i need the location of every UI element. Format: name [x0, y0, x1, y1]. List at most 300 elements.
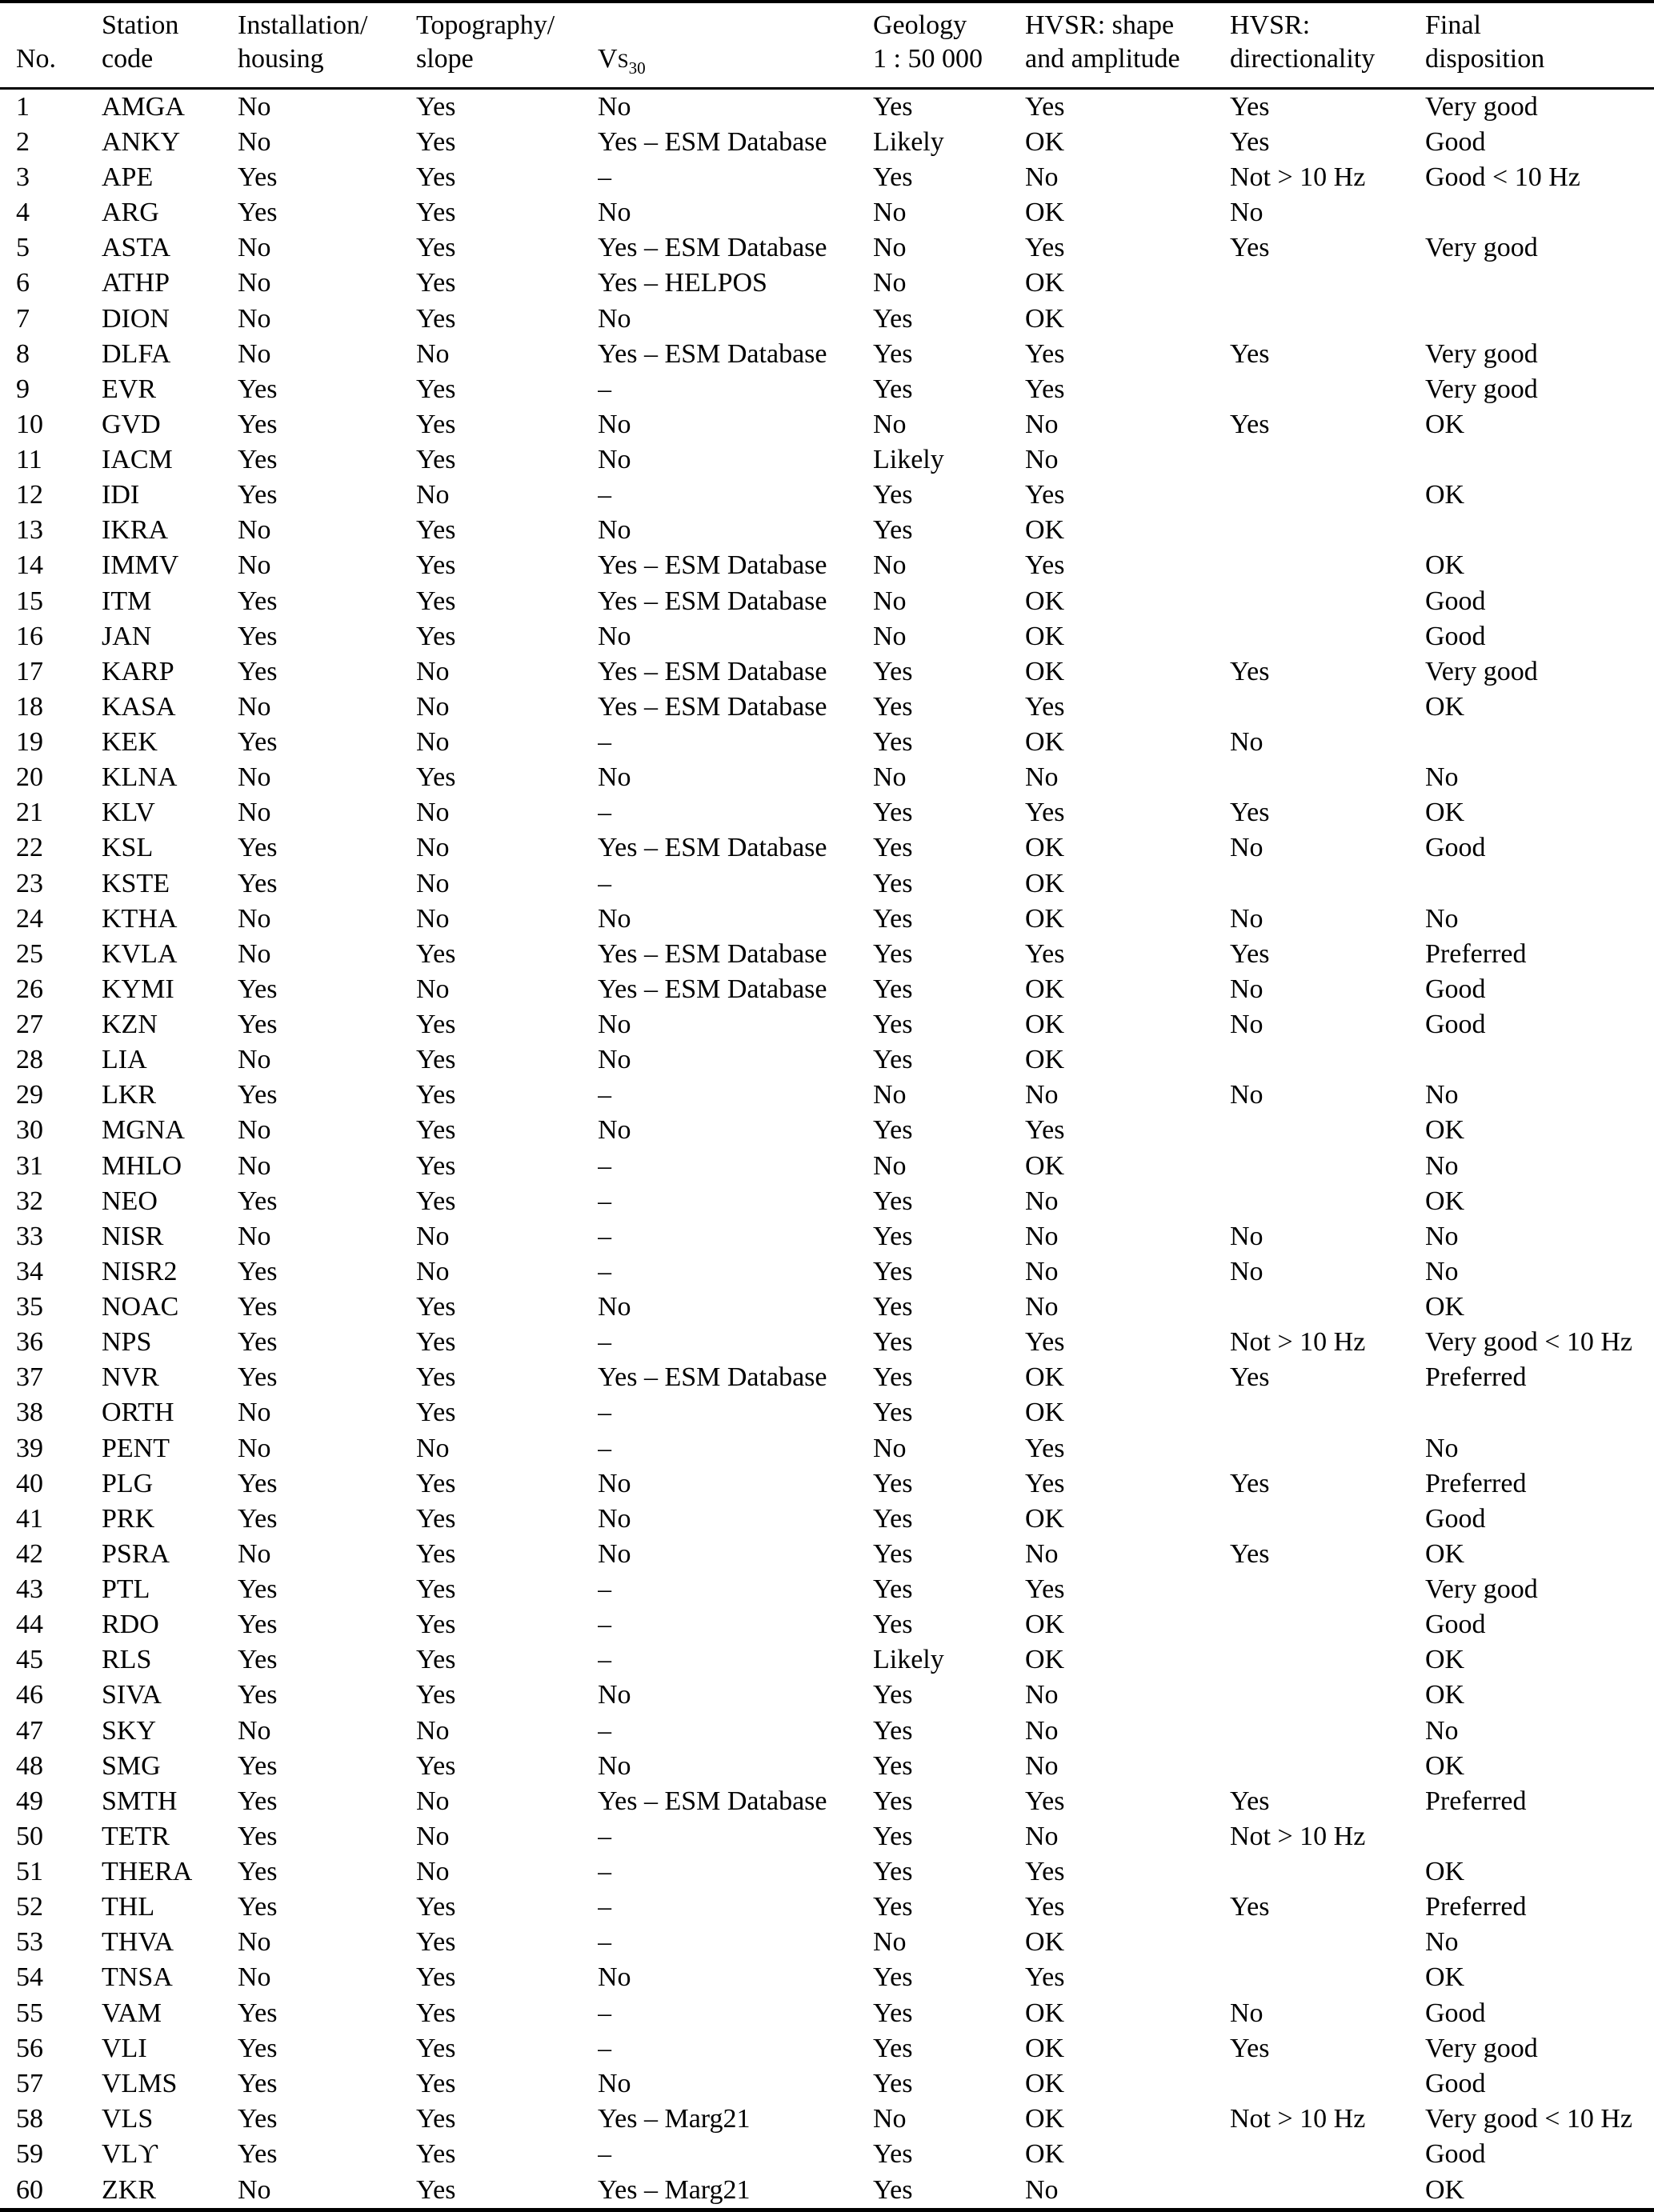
cell-hvsr-directionality: [1230, 690, 1425, 725]
cell-station-code: PRK: [102, 1503, 155, 1534]
cell-hvsr-directionality: Yes: [1230, 1786, 1270, 1816]
cell-hvsr-directionality: Yes: [1230, 2033, 1270, 2063]
cell-final-disposition: Good: [1425, 2068, 1486, 2098]
cell-installation-housing: Yes: [238, 1256, 278, 1286]
cell-geology: Yes: [873, 1680, 913, 1710]
cell-no: 4: [16, 198, 30, 228]
cell-hvsr-directionality: Not > 10 Hz: [1230, 1327, 1366, 1358]
cell-no: 42: [16, 1538, 43, 1569]
cell-final-disposition: No: [1425, 1150, 1459, 1181]
cell-hvsr-directionality: [1230, 1854, 1425, 1890]
table-row: [0, 1925, 1654, 1960]
cell-installation-housing: No: [238, 1715, 271, 1746]
cell-hvsr-shape-amplitude: Yes: [1025, 1574, 1065, 1605]
cell-topography-slope: No: [416, 1433, 450, 1463]
cell-hvsr-shape-amplitude: OK: [1025, 727, 1065, 758]
cell-geology: No: [873, 586, 907, 616]
cell-hvsr-directionality: [1230, 1749, 1425, 1784]
cell-hvsr-directionality: [1230, 1502, 1425, 1537]
cell-hvsr-shape-amplitude: Yes: [1025, 91, 1065, 122]
cell-geology: Yes: [873, 1892, 913, 1922]
cell-installation-housing: Yes: [238, 1857, 278, 1887]
cell-vs30: Yes – Marg21: [598, 2103, 751, 2134]
cell-final-disposition: OK: [1425, 550, 1465, 581]
cell-geology: Yes: [873, 691, 913, 722]
cell-installation-housing: No: [238, 1150, 271, 1181]
cell-no: 26: [16, 974, 43, 1004]
cell-station-code: GVD: [102, 409, 161, 439]
table-row: [0, 1078, 1654, 1113]
cell-geology: No: [873, 198, 907, 228]
header-line2: disposition: [1425, 43, 1545, 74]
cell-geology: Yes: [873, 2033, 913, 2063]
cell-topography-slope: Yes: [416, 1892, 456, 1922]
cell-hvsr-shape-amplitude: OK: [1025, 2033, 1065, 2063]
cell-installation-housing: Yes: [238, 445, 278, 475]
table-row: [0, 372, 1654, 407]
cell-hvsr-directionality: [1230, 1430, 1425, 1466]
cell-hvsr-directionality: Yes: [1230, 656, 1270, 686]
cell-hvsr-directionality: [1230, 583, 1425, 618]
cell-geology: Yes: [873, 1821, 913, 1851]
table-row: [0, 902, 1654, 937]
header-line1: [598, 9, 873, 42]
cell-hvsr-shape-amplitude: No: [1025, 1256, 1059, 1286]
cell-final-disposition: No: [1425, 762, 1459, 793]
cell-hvsr-directionality: [1230, 1042, 1425, 1078]
cell-hvsr-shape-amplitude: OK: [1025, 1362, 1065, 1393]
cell-station-code: VLI: [102, 2033, 147, 2063]
cell-topography-slope: Yes: [416, 1398, 456, 1428]
cell-vs30: –: [598, 1433, 611, 1463]
cell-final-disposition: Good: [1425, 1998, 1486, 2028]
cell-no: 15: [16, 586, 43, 616]
cell-no: 46: [16, 1680, 43, 1710]
cell-no: 56: [16, 2033, 43, 2063]
cell-hvsr-shape-amplitude: No: [1025, 1221, 1059, 1251]
cell-hvsr-directionality: Yes: [1230, 938, 1270, 969]
cell-hvsr-shape-amplitude: Yes: [1025, 338, 1065, 369]
cell-installation-housing: No: [238, 268, 271, 298]
cell-station-code: VAM: [102, 1998, 162, 2028]
column-header-hvsr-directionality: [1230, 2, 1425, 88]
cell-geology: Yes: [873, 1398, 913, 1428]
cell-installation-housing: Yes: [238, 1292, 278, 1322]
cell-geology: Yes: [873, 1292, 913, 1322]
cell-hvsr-shape-amplitude: Yes: [1025, 1468, 1065, 1498]
column-header-final-disposition: [1425, 2, 1654, 88]
cell-no: 27: [16, 1010, 43, 1040]
cell-no: 6: [16, 268, 30, 298]
cell-station-code: DION: [102, 303, 170, 334]
cell-hvsr-directionality: [1230, 1184, 1425, 1219]
header-line1: HVSR: shape: [1025, 10, 1175, 40]
cell-vs30: No: [598, 1503, 631, 1534]
cell-no: 60: [16, 2174, 43, 2205]
table-row: [0, 266, 1654, 301]
table-row: [0, 1819, 1654, 1854]
cell-no: 32: [16, 1186, 43, 1216]
cell-station-code: NPS: [102, 1327, 152, 1358]
cell-hvsr-shape-amplitude: No: [1025, 1680, 1059, 1710]
cell-hvsr-directionality: [1230, 1713, 1425, 1748]
cell-hvsr-directionality: [1230, 866, 1425, 901]
cell-geology: Yes: [873, 1115, 913, 1146]
cell-hvsr-directionality: Not > 10 Hz: [1230, 2103, 1366, 2134]
cell-hvsr-directionality: [1230, 1925, 1425, 1960]
cell-installation-housing: No: [238, 233, 271, 263]
cell-geology: Yes: [873, 1327, 913, 1358]
cell-final-disposition: Good: [1425, 1010, 1486, 1040]
cell-geology: Yes: [873, 833, 913, 863]
cell-topography-slope: No: [416, 833, 450, 863]
cell-no: 5: [16, 233, 30, 263]
cell-topography-slope: No: [416, 1857, 450, 1887]
cell-geology: Yes: [873, 1362, 913, 1393]
cell-vs30: –: [598, 374, 611, 404]
cell-station-code: NOAC: [102, 1292, 179, 1322]
cell-installation-housing: No: [238, 903, 271, 934]
header-row: [0, 2, 1654, 88]
cell-no: 52: [16, 1892, 43, 1922]
cell-geology: Yes: [873, 1468, 913, 1498]
table-row: [0, 583, 1654, 618]
cell-vs30: No: [598, 1292, 631, 1322]
cell-final-disposition: OK: [1425, 1115, 1465, 1146]
cell-final-disposition: [1425, 301, 1654, 336]
cell-installation-housing: Yes: [238, 1645, 278, 1675]
cell-hvsr-shape-amplitude: OK: [1025, 198, 1065, 228]
cell-geology: Yes: [873, 1786, 913, 1816]
cell-final-disposition: No: [1425, 1221, 1459, 1251]
table-row: [0, 1148, 1654, 1183]
cell-hvsr-directionality: Yes: [1230, 91, 1270, 122]
cell-station-code: NISR: [102, 1221, 164, 1251]
table-row: [0, 619, 1654, 654]
cell-station-code: AMGA: [102, 91, 185, 122]
cell-topography-slope: Yes: [416, 162, 456, 193]
cell-station-code: KSL: [102, 833, 154, 863]
cell-station-code: IACM: [102, 445, 173, 475]
cell-geology: No: [873, 1927, 907, 1958]
cell-no: 47: [16, 1715, 43, 1746]
cell-final-disposition: Good: [1425, 586, 1486, 616]
cell-installation-housing: No: [238, 1115, 271, 1146]
cell-station-code: RDO: [102, 1610, 159, 1640]
cell-installation-housing: Yes: [238, 1680, 278, 1710]
cell-vs30: –: [598, 2139, 611, 2170]
table-row: [0, 230, 1654, 266]
cell-vs30: Yes – ESM Database: [598, 586, 827, 616]
cell-hvsr-directionality: Not > 10 Hz: [1230, 1821, 1366, 1851]
table-row: [0, 654, 1654, 690]
cell-final-disposition: Preferred: [1425, 1786, 1527, 1816]
cell-hvsr-shape-amplitude: OK: [1025, 868, 1065, 898]
cell-vs30: –: [598, 1150, 611, 1181]
cell-installation-housing: No: [238, 1927, 271, 1958]
cell-station-code: KVLA: [102, 938, 178, 969]
cell-final-disposition: OK: [1425, 1750, 1465, 1781]
cell-vs30: No: [598, 91, 631, 122]
cell-station-code: KSTE: [102, 868, 170, 898]
cell-topography-slope: Yes: [416, 1998, 456, 2028]
cell-geology: Yes: [873, 1045, 913, 1075]
cell-final-disposition: Good: [1425, 2139, 1486, 2170]
cell-topography-slope: Yes: [416, 91, 456, 122]
cell-vs30: Yes – ESM Database: [598, 656, 827, 686]
cell-topography-slope: No: [416, 1221, 450, 1251]
cell-installation-housing: Yes: [238, 1010, 278, 1040]
table-row: [0, 1325, 1654, 1360]
cell-hvsr-directionality: [1230, 548, 1425, 583]
cell-vs30: –: [598, 1610, 611, 1640]
header-line2: housing: [238, 43, 324, 74]
table-row: [0, 830, 1654, 866]
cell-no: 31: [16, 1150, 43, 1181]
table-row: [0, 795, 1654, 830]
header-line1: Final: [1425, 10, 1481, 40]
cell-no: 45: [16, 1645, 43, 1675]
cell-hvsr-shape-amplitude: No: [1025, 1292, 1059, 1322]
cell-no: 36: [16, 1327, 43, 1358]
cell-station-code: DLFA: [102, 338, 171, 369]
cell-hvsr-shape-amplitude: No: [1025, 1538, 1059, 1569]
column-header-station-code: [102, 2, 238, 88]
cell-vs30: –: [598, 2033, 611, 2063]
cell-vs30: –: [598, 1857, 611, 1887]
cell-no: 14: [16, 550, 43, 581]
cell-geology: Yes: [873, 91, 913, 122]
cell-hvsr-shape-amplitude: OK: [1025, 833, 1065, 863]
vs30-s: S: [617, 50, 629, 72]
cell-geology: No: [873, 409, 907, 439]
cell-no: 40: [16, 1468, 43, 1498]
cell-vs30: No: [598, 762, 631, 793]
cell-vs30: –: [598, 1221, 611, 1251]
cell-station-code: KTHA: [102, 903, 178, 934]
cell-final-disposition: Preferred: [1425, 1468, 1527, 1498]
cell-hvsr-directionality: Yes: [1230, 1468, 1270, 1498]
cell-no: 1: [16, 91, 30, 122]
cell-topography-slope: Yes: [416, 1645, 456, 1675]
cell-final-disposition: No: [1425, 1256, 1459, 1286]
cell-final-disposition: Good: [1425, 621, 1486, 651]
cell-installation-housing: No: [238, 303, 271, 334]
table-row: [0, 1219, 1654, 1254]
cell-no: 13: [16, 515, 43, 546]
cell-geology: No: [873, 2103, 907, 2134]
header-line1: HVSR:: [1230, 10, 1311, 40]
cell-geology: Yes: [873, 1186, 913, 1216]
cell-installation-housing: Yes: [238, 2103, 278, 2134]
cell-installation-housing: No: [238, 1398, 271, 1428]
cell-geology: Yes: [873, 2139, 913, 2170]
cell-topography-slope: Yes: [416, 2139, 456, 2170]
cell-installation-housing: No: [238, 2174, 271, 2205]
cell-final-disposition: [1425, 1395, 1654, 1430]
table-row: [0, 972, 1654, 1007]
cell-topography-slope: Yes: [416, 762, 456, 793]
cell-final-disposition: OK: [1425, 1292, 1465, 1322]
header-line2: No.: [16, 43, 57, 74]
cell-geology: Yes: [873, 1998, 913, 2028]
cell-station-code: SMTH: [102, 1786, 178, 1816]
cell-final-disposition: Good: [1425, 1610, 1486, 1640]
header-line1: Topography/: [416, 10, 555, 40]
table-row: [0, 1360, 1654, 1395]
cell-station-code: SKY: [102, 1715, 157, 1746]
cell-no: 28: [16, 1045, 43, 1075]
cell-final-disposition: Very good: [1425, 338, 1538, 369]
cell-hvsr-directionality: [1230, 1642, 1425, 1678]
cell-hvsr-shape-amplitude: Yes: [1025, 1327, 1065, 1358]
cell-hvsr-shape-amplitude: OK: [1025, 2139, 1065, 2170]
cell-vs30: No: [598, 1538, 631, 1569]
cell-hvsr-shape-amplitude: OK: [1025, 621, 1065, 651]
cell-hvsr-shape-amplitude: No: [1025, 762, 1059, 793]
cell-vs30: No: [598, 445, 631, 475]
cell-geology: Yes: [873, 1857, 913, 1887]
cell-vs30: Yes – ESM Database: [598, 833, 827, 863]
table-row: [0, 442, 1654, 478]
cell-final-disposition: [1425, 195, 1654, 230]
cell-vs30: No: [598, 1680, 631, 1710]
cell-final-disposition: OK: [1425, 798, 1465, 828]
cell-no: 25: [16, 938, 43, 969]
cell-station-code: MHLO: [102, 1150, 182, 1181]
cell-vs30: –: [598, 1998, 611, 2028]
cell-station-code: ATHP: [102, 268, 170, 298]
cell-installation-housing: Yes: [238, 1610, 278, 1640]
cell-topography-slope: No: [416, 656, 450, 686]
table-row: [0, 725, 1654, 760]
cell-final-disposition: OK: [1425, 1857, 1465, 1887]
cell-geology: Yes: [873, 374, 913, 404]
column-header-installation-housing: [238, 2, 416, 88]
cell-final-disposition: [1425, 1042, 1654, 1078]
cell-vs30: No: [598, 1010, 631, 1040]
cell-hvsr-shape-amplitude: No: [1025, 445, 1059, 475]
cell-station-code: KARP: [102, 656, 174, 686]
cell-station-code: SIVA: [102, 1680, 162, 1710]
cell-final-disposition: [1425, 513, 1654, 548]
cell-hvsr-shape-amplitude: Yes: [1025, 938, 1065, 969]
cell-final-disposition: OK: [1425, 1962, 1465, 1993]
cell-vs30: No: [598, 198, 631, 228]
cell-hvsr-directionality: No: [1230, 1256, 1264, 1286]
cell-hvsr-directionality: No: [1230, 1221, 1264, 1251]
cell-installation-housing: Yes: [238, 1750, 278, 1781]
cell-geology: Yes: [873, 1503, 913, 1534]
cell-final-disposition: Very good: [1425, 91, 1538, 122]
cell-no: 9: [16, 374, 30, 404]
cell-hvsr-shape-amplitude: OK: [1025, 1045, 1065, 1075]
cell-final-disposition: Good: [1425, 1503, 1486, 1534]
table-row: [0, 1784, 1654, 1819]
cell-installation-housing: No: [238, 938, 271, 969]
table-row: [0, 937, 1654, 972]
cell-installation-housing: No: [238, 515, 271, 546]
cell-vs30: –: [598, 1186, 611, 1216]
cell-topography-slope: Yes: [416, 2068, 456, 2098]
cell-topography-slope: Yes: [416, 1538, 456, 1569]
cell-installation-housing: Yes: [238, 198, 278, 228]
table-row: [0, 1607, 1654, 1642]
cell-hvsr-shape-amplitude: OK: [1025, 1998, 1065, 2028]
cell-topography-slope: Yes: [416, 303, 456, 334]
cell-vs30: No: [598, 1962, 631, 1993]
cell-installation-housing: No: [238, 1433, 271, 1463]
cell-geology: Yes: [873, 162, 913, 193]
cell-hvsr-directionality: No: [1230, 833, 1264, 863]
table-row: [0, 1254, 1654, 1290]
cell-geology: Yes: [873, 1010, 913, 1040]
cell-no: 49: [16, 1786, 43, 1816]
table-row: [0, 548, 1654, 583]
cell-geology: Yes: [873, 303, 913, 334]
cell-geology: Yes: [873, 1256, 913, 1286]
cell-final-disposition: OK: [1425, 409, 1465, 439]
cell-geology: No: [873, 1433, 907, 1463]
cell-station-code: JAN: [102, 621, 152, 651]
cell-final-disposition: [1425, 266, 1654, 301]
cell-station-code: ARG: [102, 198, 159, 228]
cell-hvsr-shape-amplitude: Yes: [1025, 480, 1065, 510]
cell-hvsr-shape-amplitude: Yes: [1025, 233, 1065, 263]
cell-hvsr-shape-amplitude: No: [1025, 162, 1059, 193]
cell-final-disposition: No: [1425, 1715, 1459, 1746]
cell-topography-slope: Yes: [416, 938, 456, 969]
cell-final-disposition: OK: [1425, 1186, 1465, 1216]
table-row: [0, 1537, 1654, 1572]
cell-no: 48: [16, 1750, 43, 1781]
cell-installation-housing: Yes: [238, 2139, 278, 2170]
cell-final-disposition: [1425, 442, 1654, 478]
cell-topography-slope: Yes: [416, 1292, 456, 1322]
cell-hvsr-shape-amplitude: OK: [1025, 515, 1065, 546]
cell-station-code: KEK: [102, 727, 158, 758]
cell-station-code: ZKR: [102, 2174, 156, 2205]
cell-no: 33: [16, 1221, 43, 1251]
cell-hvsr-shape-amplitude: OK: [1025, 586, 1065, 616]
cell-no: 54: [16, 1962, 43, 1993]
cell-no: 3: [16, 162, 30, 193]
cell-geology: Yes: [873, 2068, 913, 2098]
cell-station-code: PTL: [102, 1574, 150, 1605]
cell-hvsr-shape-amplitude: OK: [1025, 1150, 1065, 1181]
cell-geology: Yes: [873, 515, 913, 546]
cell-hvsr-shape-amplitude: No: [1025, 2174, 1059, 2205]
cell-hvsr-directionality: [1230, 2066, 1425, 2102]
cell-vs30: No: [598, 1468, 631, 1498]
cell-hvsr-shape-amplitude: Yes: [1025, 1433, 1065, 1463]
cell-topography-slope: Yes: [416, 374, 456, 404]
cell-installation-housing: Yes: [238, 727, 278, 758]
cell-geology: Yes: [873, 1715, 913, 1746]
cell-station-code: KYMI: [102, 974, 174, 1004]
cell-no: 38: [16, 1398, 43, 1428]
table-row: [0, 2102, 1654, 2137]
cell-installation-housing: No: [238, 91, 271, 122]
cell-hvsr-directionality: [1230, 266, 1425, 301]
cell-geology: No: [873, 621, 907, 651]
header-line2: slope: [416, 43, 474, 74]
cell-hvsr-shape-amplitude: Yes: [1025, 374, 1065, 404]
table-row: [0, 2031, 1654, 2066]
cell-hvsr-shape-amplitude: OK: [1025, 1010, 1065, 1040]
cell-installation-housing: Yes: [238, 1574, 278, 1605]
cell-geology: Yes: [873, 656, 913, 686]
